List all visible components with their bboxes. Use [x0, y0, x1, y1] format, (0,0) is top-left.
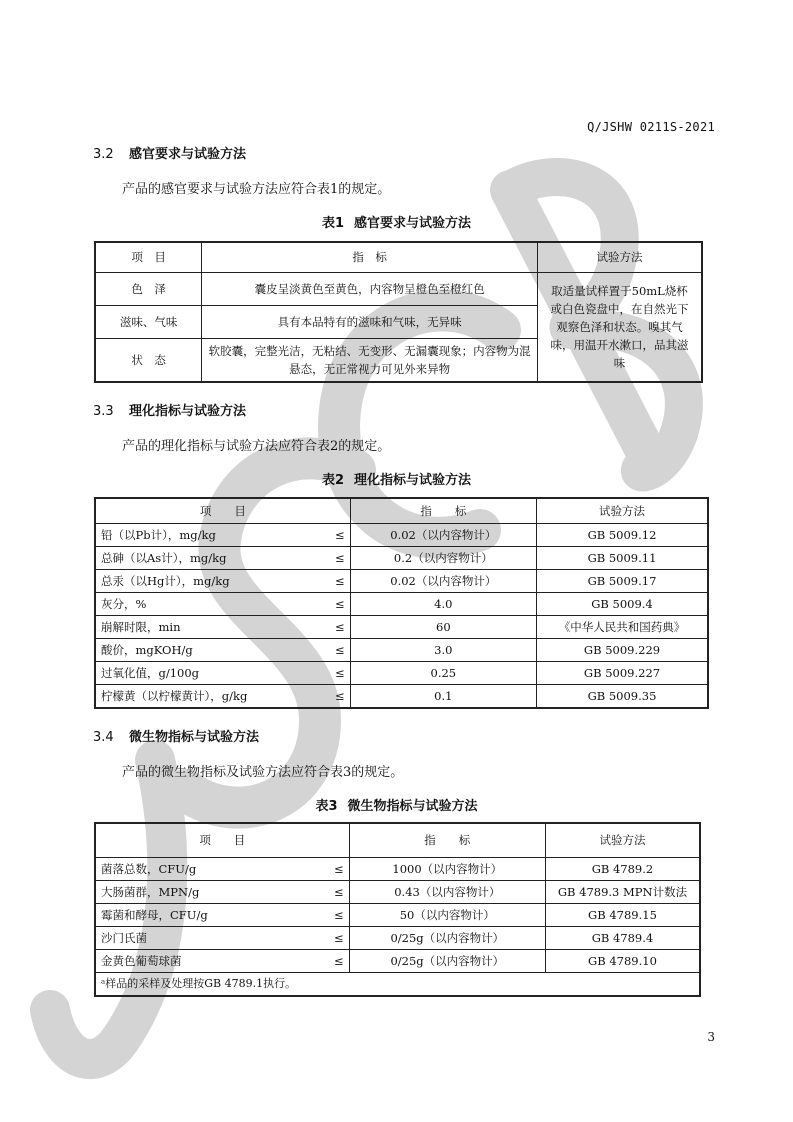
- row-method: GB 5009.227: [536, 661, 708, 684]
- row-index: 囊皮呈淡黄色至黄色，内容物呈橙色至橙红色: [202, 272, 538, 305]
- table-note: ᵃ样品的采样及处理按GB 4789.1执行。: [95, 972, 700, 996]
- page-number: 3: [707, 1030, 715, 1044]
- row-operator: ≤: [322, 638, 350, 661]
- row-value: 0/25g（以内容物计）: [349, 926, 545, 949]
- row-operator: ≤: [322, 615, 350, 638]
- row-item: 沙门氏菌: [95, 926, 319, 949]
- row-value: 0/25g（以内容物计）: [349, 949, 545, 972]
- row-operator: ≤: [322, 684, 350, 708]
- row-method: GB 4789.15: [545, 903, 700, 926]
- table-1-caption: [0, 212, 793, 231]
- row-value: 0.02（以内容物计）: [350, 523, 536, 546]
- header-method: 试验方法: [537, 242, 702, 272]
- row-item: 铅（以Pb计），mg/kg: [95, 523, 322, 546]
- row-item: 过氧化值，g/100g: [95, 661, 322, 684]
- table-header-row: [95, 242, 702, 272]
- table-row: [95, 684, 708, 708]
- header-index: 指 标: [350, 498, 536, 523]
- row-item: 金黄色葡萄球菌: [95, 949, 319, 972]
- table-row: [95, 661, 708, 684]
- table-row: [95, 615, 708, 638]
- row-method: GB 4789.4: [545, 926, 700, 949]
- row-method: 《中华人民共和国药典》: [536, 615, 708, 638]
- row-method: GB 5009.12: [536, 523, 708, 546]
- sensory-table: [94, 241, 703, 383]
- table-row: [95, 638, 708, 661]
- row-operator: ≤: [319, 880, 349, 903]
- section-3-3-heading: [93, 400, 246, 419]
- table-row: [95, 523, 708, 546]
- table-number: 表1: [321, 216, 345, 231]
- row-index: 具有本品特有的滋味和气味，无异味: [202, 305, 538, 338]
- header-method: 试验方法: [536, 498, 708, 523]
- row-item: 状 态: [95, 338, 202, 382]
- section-title: 感官要求与试验方法: [129, 147, 247, 162]
- row-method: GB 4789.3 MPN计数法: [545, 880, 700, 903]
- row-method: GB 5009.11: [536, 546, 708, 569]
- row-item: 滋味、气味: [95, 305, 202, 338]
- row-value: 0.02（以内容物计）: [350, 569, 536, 592]
- section-title: 理化指标与试验方法: [129, 404, 247, 419]
- row-operator: ≤: [322, 592, 350, 615]
- row-method: 取适量试样置于50mL烧杯或白色瓷盘中，在自然光下观察色泽和状态。嗅其气味，用温开水漱口，品其滋味: [537, 272, 702, 382]
- table-note-row: [95, 972, 700, 996]
- row-item: 总砷（以As计），mg/kg: [95, 546, 322, 569]
- header-item: 项 目: [95, 498, 350, 523]
- row-operator: ≤: [319, 926, 349, 949]
- table-row: [95, 880, 700, 903]
- table-row: [95, 272, 702, 305]
- section-3-3-intro: 产品的理化指标与试验方法应符合表2的规定。: [122, 439, 391, 454]
- row-item: 霉菌和酵母，CFU/g: [95, 903, 319, 926]
- header-item: 项 目: [95, 242, 202, 272]
- row-method: GB 4789.2: [545, 857, 700, 880]
- section-3-4-intro: 产品的微生物指标及试验方法应符合表3的规定。: [122, 765, 404, 780]
- section-number: 3.2: [93, 147, 114, 162]
- microbial-table: [94, 822, 701, 997]
- table-header-row: [95, 498, 708, 523]
- row-value: 4.0: [350, 592, 536, 615]
- row-item: 菌落总数，CFU/g: [95, 857, 319, 880]
- table-row: [95, 903, 700, 926]
- table-row: [95, 926, 700, 949]
- row-item: 崩解时限，min: [95, 615, 322, 638]
- table-row: [95, 546, 708, 569]
- section-3-2-heading: [93, 143, 246, 162]
- row-value: 1000（以内容物计）: [349, 857, 545, 880]
- row-item: 大肠菌群，MPN/g: [95, 880, 319, 903]
- table-title: 理化指标与试验方法: [354, 473, 472, 488]
- row-operator: ≤: [322, 661, 350, 684]
- table-header-row: [95, 823, 700, 857]
- row-operator: ≤: [319, 903, 349, 926]
- header-method: 试验方法: [545, 823, 700, 857]
- row-operator: ≤: [322, 546, 350, 569]
- row-method: GB 5009.4: [536, 592, 708, 615]
- header-index: 指 标: [202, 242, 538, 272]
- row-item: 酸价，mgKOH/g: [95, 638, 322, 661]
- table-row: [95, 569, 708, 592]
- table-title: 微生物指标与试验方法: [347, 799, 478, 814]
- table-number: 表2: [321, 473, 345, 488]
- document-code: Q/JSHW 0211S-2021: [587, 120, 715, 134]
- header-index: 指 标: [349, 823, 545, 857]
- row-value: 3.0: [350, 638, 536, 661]
- row-value: 0.1: [350, 684, 536, 708]
- table-title: 感官要求与试验方法: [354, 216, 472, 231]
- row-item: 色 泽: [95, 272, 202, 305]
- row-value: 0.2（以内容物计）: [350, 546, 536, 569]
- row-item: 总汞（以Hg计），mg/kg: [95, 569, 322, 592]
- row-value: 50（以内容物计）: [349, 903, 545, 926]
- header-item: 项 目: [95, 823, 349, 857]
- row-value: 60: [350, 615, 536, 638]
- table-2-caption: [0, 469, 793, 488]
- section-number: 3.4: [93, 730, 114, 745]
- table-number: 表3: [315, 799, 338, 814]
- row-method: GB 5009.17: [536, 569, 708, 592]
- row-value: 0.25: [350, 661, 536, 684]
- section-number: 3.3: [93, 404, 114, 419]
- row-method: GB 5009.229: [536, 638, 708, 661]
- row-operator: ≤: [319, 949, 349, 972]
- row-operator: ≤: [322, 569, 350, 592]
- row-item: 灰分，%: [95, 592, 322, 615]
- row-method: GB 5009.35: [536, 684, 708, 708]
- row-operator: ≤: [319, 857, 349, 880]
- section-title: 微生物指标与试验方法: [129, 730, 260, 745]
- row-operator: ≤: [322, 523, 350, 546]
- section-3-2-intro: 产品的感官要求与试验方法应符合表1的规定。: [122, 182, 391, 197]
- row-item: 柠檬黄（以柠檬黄计），g/kg: [95, 684, 322, 708]
- table-row: [95, 857, 700, 880]
- table-3-caption: [0, 795, 793, 814]
- row-method: GB 4789.10: [545, 949, 700, 972]
- physicochemical-table: [94, 497, 709, 709]
- row-value: 0.43（以内容物计）: [349, 880, 545, 903]
- table-row: [95, 949, 700, 972]
- row-index: 软胶囊，完整光洁，无粘结、无变形、无漏囊现象；内容物为混悬态，无正常视力可见外来异物: [202, 338, 538, 382]
- section-3-4-heading: [93, 726, 259, 745]
- table-row: [95, 592, 708, 615]
